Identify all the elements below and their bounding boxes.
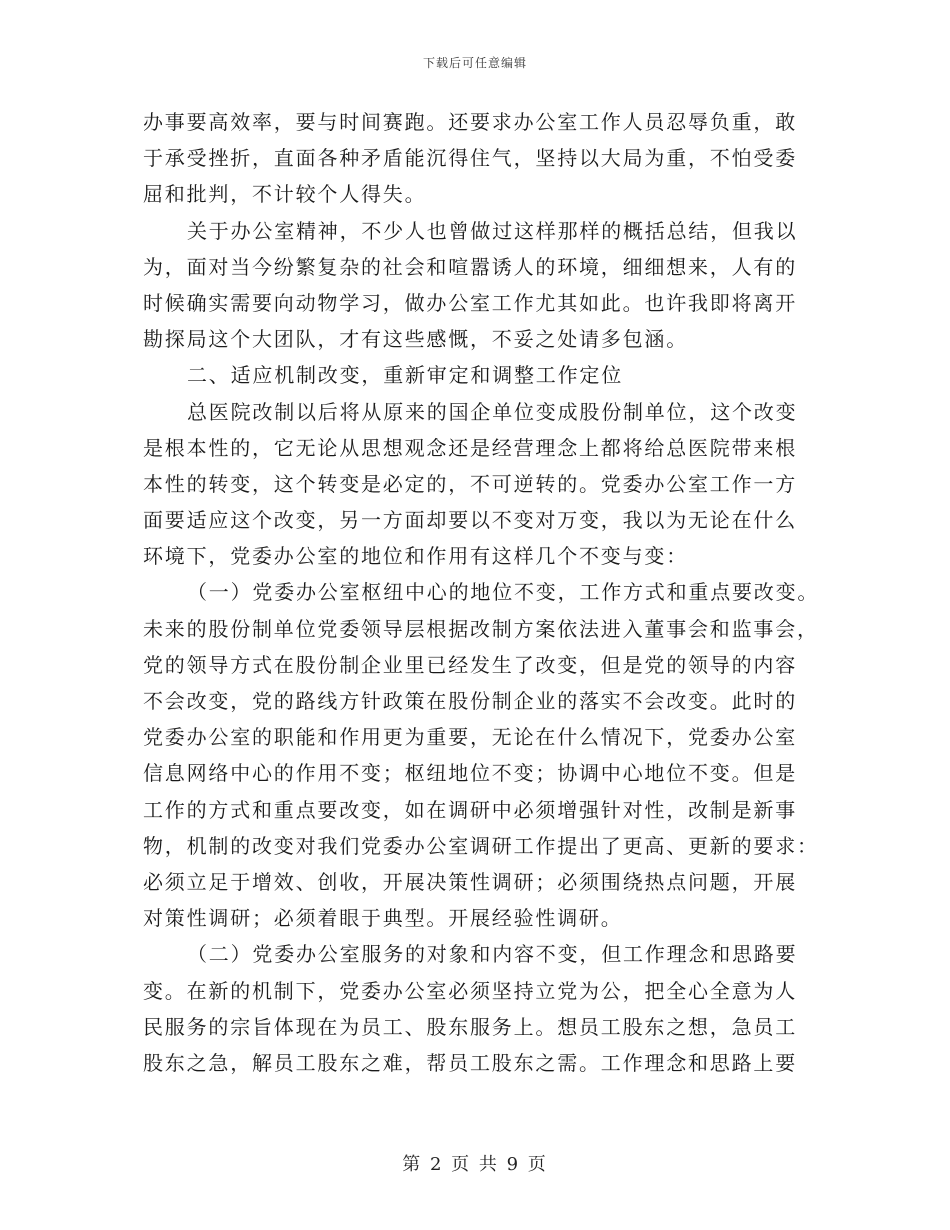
- text-line: 关于办公室精神，不少人也曾做过这样那样的概括总结，但我以: [187, 218, 798, 243]
- text-line: 信息网络中心的作用不变；枢纽地位不变；协调中心地位不变。但是: [143, 761, 797, 786]
- text-line: 物，机制的改变对我们党委办公室调研工作提出了更高、更新的要求：: [143, 833, 819, 858]
- text-line: 民服务的宗旨体现在为员工、股东服务上。想员工股东之想，急员工: [143, 1014, 797, 1039]
- text-line: （一）党委办公室枢纽中心的地位不变，工作方式和重点要改变。: [187, 580, 820, 605]
- text-line: 党的领导方式在股份制企业里已经发生了改变，但是党的领导的内容: [143, 652, 797, 677]
- text-line: 于承受挫折，直面各种矛盾能沉得住气，坚持以大局为重，不怕受委: [143, 146, 797, 171]
- text-line: 必须立足于增效、创收，开展决策性调研；必须围绕热点问题，开展: [143, 869, 797, 894]
- text-line: 为，面对当今纷繁复杂的社会和喧嚣诱人的环境，细细想来，人有的: [143, 254, 797, 279]
- text-line: 变。在新的机制下，党委办公室必须坚持立党为公，把全心全意为人: [143, 978, 797, 1003]
- text-line: 是根本性的，它无论从思想观念还是经营理念上都将给总医院带来根: [143, 435, 797, 460]
- text-line: 不会改变，党的路线方针政策在股份制企业的落实不会改变。此时的: [143, 689, 797, 713]
- text-line: 总医院改制以后将从原来的国企单位变成股份制单位，这个改变: [187, 399, 798, 424]
- text-line: 本性的转变，这个转变是必定的，不可逆转的。党委办公室工作一方: [143, 471, 797, 496]
- document-body: [143, 104, 820, 1081]
- text-line: 工作的方式和重点要改变，如在调研中必须增强针对性，改制是新事: [143, 797, 797, 822]
- text-line: 勘探局这个大团队，才有这些感慨，不妥之处请多包涵。: [143, 327, 688, 352]
- page-header: 下载后可任意编辑: [422, 56, 527, 70]
- page-number: 第 2 页 共 9 页: [402, 1154, 548, 1175]
- text-line: 未来的股份制单位党委领导层根据改制方案依法进入董事会和监事会，: [143, 616, 819, 641]
- text-line: 屈和批判，不计较个人得失。: [143, 182, 427, 207]
- text-line: 对策性调研；必须着眼于典型。开展经验性调研。: [143, 906, 623, 931]
- text-line: 环境下，党委办公室的地位和作用有这样几个不变与变：: [143, 544, 688, 569]
- text-line: 股东之急，解员工股东之难，帮员工股东之需。工作理念和思路上要: [143, 1050, 797, 1075]
- text-line: 时候确实需要向动物学习，做办公室工作尤其如此。也许我即将离开: [143, 290, 797, 315]
- text-line: 办事要高效率，要与时间赛跑。还要求办公室工作人员忍辱负重，敢: [143, 110, 797, 134]
- text-line: （二）党委办公室服务的对象和内容不变，但工作理念和思路要: [187, 942, 798, 967]
- text-line: 面要适应这个改变，另一方面却要以不变对万变，我以为无论在什么: [143, 508, 797, 533]
- text-line: 党委办公室的职能和作用更为重要，无论在什么情况下，党委办公室: [143, 725, 797, 750]
- section-heading: 二、适应机制改变，重新审定和调整工作定位: [187, 363, 623, 388]
